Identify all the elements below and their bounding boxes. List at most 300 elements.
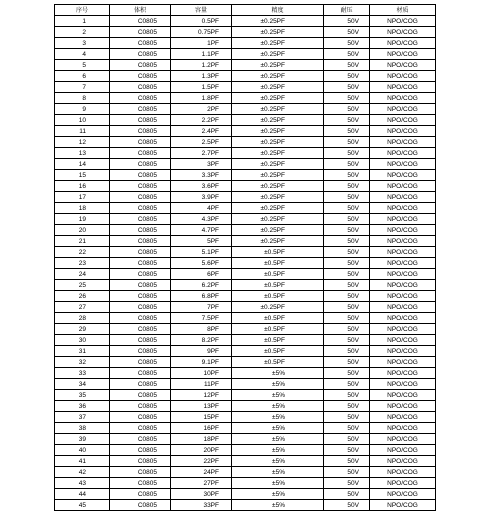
cell-material: NPO/COG: [370, 38, 436, 49]
cell-capacitance: 2.5PF: [171, 137, 232, 148]
cell-capacitance: 0.5PF: [171, 16, 232, 27]
cell-index: 20: [55, 225, 110, 236]
cell-tolerance: ±0.5PF: [232, 357, 324, 368]
cell-package: C0805: [110, 423, 171, 434]
cell-material: NPO/COG: [370, 236, 436, 247]
cell-voltage: 50V: [324, 203, 370, 214]
cell-package: C0805: [110, 434, 171, 445]
cell-voltage: 50V: [324, 27, 370, 38]
cell-tolerance: ±0.25PF: [232, 60, 324, 71]
cell-index: 41: [55, 456, 110, 467]
cell-index: 29: [55, 324, 110, 335]
cell-capacitance: 3.3PF: [171, 170, 232, 181]
cell-voltage: 50V: [324, 478, 370, 489]
cell-material: NPO/COG: [370, 423, 436, 434]
cell-tolerance: ±0.25PF: [232, 49, 324, 60]
cell-voltage: 50V: [324, 445, 370, 456]
cell-tolerance: ±0.25PF: [232, 170, 324, 181]
cell-index: 33: [55, 368, 110, 379]
table-row: [55, 335, 436, 346]
cell-index: 27: [55, 302, 110, 313]
cell-voltage: 50V: [324, 368, 370, 379]
cell-voltage: 50V: [324, 401, 370, 412]
cell-material: NPO/COG: [370, 445, 436, 456]
cell-package: C0805: [110, 280, 171, 291]
cell-capacitance: 33PF: [171, 500, 232, 511]
cell-package: C0805: [110, 203, 171, 214]
table-row: [55, 170, 436, 181]
cell-package: C0805: [110, 302, 171, 313]
cell-voltage: 50V: [324, 324, 370, 335]
cell-index: 31: [55, 346, 110, 357]
cell-material: NPO/COG: [370, 214, 436, 225]
table-row: [55, 104, 436, 115]
table-row: [55, 445, 436, 456]
cell-tolerance: ±0.25PF: [232, 225, 324, 236]
cell-capacitance: 1.2PF: [171, 60, 232, 71]
table-row: [55, 489, 436, 500]
cell-index: 2: [55, 27, 110, 38]
table-row: [55, 500, 436, 511]
cell-material: NPO/COG: [370, 280, 436, 291]
table-row: [55, 478, 436, 489]
cell-index: 32: [55, 357, 110, 368]
table-row: [55, 49, 436, 60]
cell-index: 16: [55, 181, 110, 192]
cell-index: 12: [55, 137, 110, 148]
cell-voltage: 50V: [324, 302, 370, 313]
cell-package: C0805: [110, 401, 171, 412]
table-row: [55, 137, 436, 148]
cell-capacitance: 1.8PF: [171, 93, 232, 104]
cell-package: C0805: [110, 126, 171, 137]
cell-capacitance: 2PF: [171, 104, 232, 115]
capacitor-spec-table: [54, 4, 436, 511]
cell-material: NPO/COG: [370, 137, 436, 148]
cell-index: 40: [55, 445, 110, 456]
cell-capacitance: 18PF: [171, 434, 232, 445]
cell-capacitance: 4.3PF: [171, 214, 232, 225]
cell-index: 13: [55, 148, 110, 159]
cell-tolerance: ±0.25PF: [232, 104, 324, 115]
cell-index: 9: [55, 104, 110, 115]
cell-index: 43: [55, 478, 110, 489]
cell-voltage: 50V: [324, 467, 370, 478]
cell-capacitance: 13PF: [171, 401, 232, 412]
cell-material: NPO/COG: [370, 412, 436, 423]
cell-package: C0805: [110, 93, 171, 104]
cell-package: C0805: [110, 269, 171, 280]
cell-index: 5: [55, 60, 110, 71]
cell-capacitance: 9PF: [171, 346, 232, 357]
cell-material: NPO/COG: [370, 478, 436, 489]
cell-voltage: 50V: [324, 115, 370, 126]
cell-capacitance: 12PF: [171, 390, 232, 401]
cell-tolerance: ±5%: [232, 390, 324, 401]
cell-material: NPO/COG: [370, 467, 436, 478]
cell-capacitance: 27PF: [171, 478, 232, 489]
cell-voltage: 50V: [324, 126, 370, 137]
cell-package: C0805: [110, 115, 171, 126]
cell-package: C0805: [110, 412, 171, 423]
cell-capacitance: 3.9PF: [171, 192, 232, 203]
table-row: [55, 93, 436, 104]
cell-index: 18: [55, 203, 110, 214]
cell-tolerance: ±5%: [232, 445, 324, 456]
cell-index: 24: [55, 269, 110, 280]
table-row: [55, 27, 436, 38]
cell-tolerance: ±0.25PF: [232, 27, 324, 38]
table-row: [55, 412, 436, 423]
cell-tolerance: ±0.25PF: [232, 214, 324, 225]
cell-index: 25: [55, 280, 110, 291]
cell-tolerance: ±0.5PF: [232, 269, 324, 280]
table-row: [55, 214, 436, 225]
cell-package: C0805: [110, 148, 171, 159]
cell-tolerance: ±0.25PF: [232, 115, 324, 126]
cell-voltage: 50V: [324, 291, 370, 302]
cell-material: NPO/COG: [370, 456, 436, 467]
cell-tolerance: ±0.5PF: [232, 258, 324, 269]
cell-package: C0805: [110, 368, 171, 379]
table-row: [55, 423, 436, 434]
cell-package: C0805: [110, 236, 171, 247]
cell-tolerance: ±5%: [232, 467, 324, 478]
cell-voltage: 50V: [324, 181, 370, 192]
cell-material: NPO/COG: [370, 368, 436, 379]
cell-material: NPO/COG: [370, 258, 436, 269]
cell-index: 11: [55, 126, 110, 137]
header-material: 材质: [370, 5, 436, 16]
cell-tolerance: ±0.5PF: [232, 346, 324, 357]
cell-voltage: 50V: [324, 93, 370, 104]
cell-package: C0805: [110, 357, 171, 368]
cell-package: C0805: [110, 16, 171, 27]
cell-voltage: 50V: [324, 434, 370, 445]
cell-package: C0805: [110, 313, 171, 324]
cell-capacitance: 30PF: [171, 489, 232, 500]
cell-index: 14: [55, 159, 110, 170]
cell-package: C0805: [110, 489, 171, 500]
table-row: [55, 291, 436, 302]
cell-tolerance: ±0.25PF: [232, 71, 324, 82]
table-row: [55, 269, 436, 280]
cell-tolerance: ±0.25PF: [232, 16, 324, 27]
cell-material: NPO/COG: [370, 60, 436, 71]
cell-package: C0805: [110, 335, 171, 346]
cell-material: NPO/COG: [370, 489, 436, 500]
cell-capacitance: 7.5PF: [171, 313, 232, 324]
cell-tolerance: ±0.25PF: [232, 137, 324, 148]
cell-material: NPO/COG: [370, 192, 436, 203]
cell-index: 7: [55, 82, 110, 93]
cell-package: C0805: [110, 82, 171, 93]
cell-material: NPO/COG: [370, 302, 436, 313]
cell-material: NPO/COG: [370, 159, 436, 170]
cell-package: C0805: [110, 192, 171, 203]
cell-material: NPO/COG: [370, 357, 436, 368]
cell-package: C0805: [110, 225, 171, 236]
cell-material: NPO/COG: [370, 500, 436, 511]
table-row: [55, 60, 436, 71]
cell-material: NPO/COG: [370, 170, 436, 181]
cell-capacitance: 20PF: [171, 445, 232, 456]
cell-capacitance: 2.2PF: [171, 115, 232, 126]
cell-index: 42: [55, 467, 110, 478]
cell-package: C0805: [110, 247, 171, 258]
cell-index: 10: [55, 115, 110, 126]
cell-package: C0805: [110, 181, 171, 192]
cell-material: NPO/COG: [370, 390, 436, 401]
cell-index: 15: [55, 170, 110, 181]
cell-tolerance: ±5%: [232, 478, 324, 489]
cell-material: NPO/COG: [370, 247, 436, 258]
cell-index: 17: [55, 192, 110, 203]
header-voltage: 耐压: [324, 5, 370, 16]
cell-tolerance: ±0.25PF: [232, 236, 324, 247]
cell-package: C0805: [110, 346, 171, 357]
cell-voltage: 50V: [324, 258, 370, 269]
cell-tolerance: ±0.5PF: [232, 335, 324, 346]
cell-voltage: 50V: [324, 357, 370, 368]
table-row: [55, 126, 436, 137]
table-row: [55, 390, 436, 401]
cell-index: 22: [55, 247, 110, 258]
cell-tolerance: ±0.25PF: [232, 93, 324, 104]
cell-capacitance: 1.1PF: [171, 49, 232, 60]
cell-material: NPO/COG: [370, 269, 436, 280]
cell-voltage: 50V: [324, 489, 370, 500]
cell-voltage: 50V: [324, 280, 370, 291]
table-row: [55, 379, 436, 390]
cell-tolerance: ±5%: [232, 434, 324, 445]
cell-material: NPO/COG: [370, 324, 436, 335]
cell-material: NPO/COG: [370, 434, 436, 445]
cell-tolerance: ±0.5PF: [232, 291, 324, 302]
cell-voltage: 50V: [324, 71, 370, 82]
cell-package: C0805: [110, 324, 171, 335]
cell-capacitance: 22PF: [171, 456, 232, 467]
cell-capacitance: 9.1PF: [171, 357, 232, 368]
table-row: [55, 401, 436, 412]
cell-index: 3: [55, 38, 110, 49]
table-row: [55, 203, 436, 214]
cell-tolerance: ±0.25PF: [232, 192, 324, 203]
cell-package: C0805: [110, 170, 171, 181]
cell-capacitance: 0.75PF: [171, 27, 232, 38]
cell-material: NPO/COG: [370, 203, 436, 214]
cell-capacitance: 4PF: [171, 203, 232, 214]
table-row: [55, 115, 436, 126]
cell-capacitance: 2.7PF: [171, 148, 232, 159]
cell-material: NPO/COG: [370, 115, 436, 126]
cell-capacitance: 1.5PF: [171, 82, 232, 93]
cell-index: 21: [55, 236, 110, 247]
cell-index: 28: [55, 313, 110, 324]
table-row: [55, 258, 436, 269]
cell-package: C0805: [110, 467, 171, 478]
cell-material: NPO/COG: [370, 27, 436, 38]
cell-voltage: 50V: [324, 104, 370, 115]
cell-package: C0805: [110, 379, 171, 390]
cell-index: 26: [55, 291, 110, 302]
cell-capacitance: 1.3PF: [171, 71, 232, 82]
cell-material: NPO/COG: [370, 379, 436, 390]
cell-voltage: 50V: [324, 170, 370, 181]
cell-tolerance: ±5%: [232, 379, 324, 390]
cell-voltage: 50V: [324, 148, 370, 159]
table-row: [55, 181, 436, 192]
cell-material: NPO/COG: [370, 93, 436, 104]
cell-tolerance: ±5%: [232, 456, 324, 467]
cell-material: NPO/COG: [370, 291, 436, 302]
cell-voltage: 50V: [324, 236, 370, 247]
table-row: [55, 357, 436, 368]
cell-tolerance: ±5%: [232, 500, 324, 511]
cell-voltage: 50V: [324, 16, 370, 27]
cell-capacitance: 5.6PF: [171, 258, 232, 269]
cell-index: 35: [55, 390, 110, 401]
cell-tolerance: ±0.5PF: [232, 280, 324, 291]
table-row: [55, 236, 436, 247]
cell-tolerance: ±0.25PF: [232, 38, 324, 49]
cell-capacitance: 1PF: [171, 38, 232, 49]
table-row: [55, 280, 436, 291]
cell-index: 1: [55, 16, 110, 27]
cell-index: 36: [55, 401, 110, 412]
cell-index: 44: [55, 489, 110, 500]
cell-material: NPO/COG: [370, 401, 436, 412]
cell-capacitance: 16PF: [171, 423, 232, 434]
cell-package: C0805: [110, 456, 171, 467]
cell-package: C0805: [110, 159, 171, 170]
cell-material: NPO/COG: [370, 181, 436, 192]
cell-material: NPO/COG: [370, 71, 436, 82]
cell-tolerance: ±0.5PF: [232, 324, 324, 335]
cell-package: C0805: [110, 445, 171, 456]
table-row: [55, 434, 436, 445]
cell-voltage: 50V: [324, 500, 370, 511]
cell-voltage: 50V: [324, 137, 370, 148]
cell-voltage: 50V: [324, 423, 370, 434]
table-row: [55, 467, 436, 478]
cell-material: NPO/COG: [370, 346, 436, 357]
cell-index: 34: [55, 379, 110, 390]
table-row: [55, 192, 436, 203]
cell-package: C0805: [110, 390, 171, 401]
cell-package: C0805: [110, 71, 171, 82]
table-row: [55, 346, 436, 357]
cell-capacitance: 5.1PF: [171, 247, 232, 258]
cell-package: C0805: [110, 137, 171, 148]
cell-package: C0805: [110, 500, 171, 511]
table-row: [55, 225, 436, 236]
cell-voltage: 50V: [324, 269, 370, 280]
table-row: [55, 313, 436, 324]
cell-voltage: 50V: [324, 82, 370, 93]
cell-tolerance: ±0.5PF: [232, 247, 324, 258]
cell-voltage: 50V: [324, 335, 370, 346]
cell-material: NPO/COG: [370, 225, 436, 236]
cell-index: 38: [55, 423, 110, 434]
cell-package: C0805: [110, 27, 171, 38]
cell-capacitance: 6.2PF: [171, 280, 232, 291]
cell-voltage: 50V: [324, 412, 370, 423]
cell-index: 4: [55, 49, 110, 60]
cell-index: 19: [55, 214, 110, 225]
cell-package: C0805: [110, 291, 171, 302]
table-row: [55, 38, 436, 49]
table-row: [55, 71, 436, 82]
cell-material: NPO/COG: [370, 126, 436, 137]
cell-voltage: 50V: [324, 192, 370, 203]
cell-tolerance: ±5%: [232, 423, 324, 434]
cell-index: 8: [55, 93, 110, 104]
cell-voltage: 50V: [324, 390, 370, 401]
cell-capacitance: 11PF: [171, 379, 232, 390]
header-index: 序号: [55, 5, 110, 16]
cell-tolerance: ±0.25PF: [232, 159, 324, 170]
cell-capacitance: 3.6PF: [171, 181, 232, 192]
table-header: [55, 5, 436, 16]
cell-material: NPO/COG: [370, 82, 436, 93]
cell-material: NPO/COG: [370, 16, 436, 27]
cell-voltage: 50V: [324, 456, 370, 467]
cell-package: C0805: [110, 104, 171, 115]
table-row: [55, 159, 436, 170]
cell-material: NPO/COG: [370, 49, 436, 60]
cell-package: C0805: [110, 214, 171, 225]
cell-tolerance: ±0.25PF: [232, 302, 324, 313]
cell-voltage: 50V: [324, 159, 370, 170]
table-row: [55, 148, 436, 159]
cell-capacitance: 15PF: [171, 412, 232, 423]
cell-tolerance: ±5%: [232, 412, 324, 423]
table-row: [55, 456, 436, 467]
table-row: [55, 324, 436, 335]
cell-capacitance: 7PF: [171, 302, 232, 313]
cell-voltage: 50V: [324, 214, 370, 225]
cell-package: C0805: [110, 60, 171, 71]
cell-tolerance: ±5%: [232, 489, 324, 500]
cell-tolerance: ±0.5PF: [232, 313, 324, 324]
cell-tolerance: ±0.25PF: [232, 126, 324, 137]
cell-capacitance: 3PF: [171, 159, 232, 170]
cell-capacitance: 5PF: [171, 236, 232, 247]
header-capacitance: 容量: [171, 5, 232, 16]
cell-tolerance: ±0.25PF: [232, 148, 324, 159]
cell-voltage: 50V: [324, 225, 370, 236]
header-row: [55, 5, 436, 16]
table-row: [55, 82, 436, 93]
cell-capacitance: 4.7PF: [171, 225, 232, 236]
cell-material: NPO/COG: [370, 335, 436, 346]
cell-voltage: 50V: [324, 60, 370, 71]
cell-tolerance: ±0.25PF: [232, 203, 324, 214]
cell-package: C0805: [110, 478, 171, 489]
table-row: [55, 16, 436, 27]
cell-voltage: 50V: [324, 49, 370, 60]
cell-index: 23: [55, 258, 110, 269]
cell-voltage: 50V: [324, 379, 370, 390]
cell-material: NPO/COG: [370, 148, 436, 159]
cell-index: 39: [55, 434, 110, 445]
cell-material: NPO/COG: [370, 104, 436, 115]
cell-index: 37: [55, 412, 110, 423]
cell-voltage: 50V: [324, 38, 370, 49]
header-tolerance: 精度: [232, 5, 324, 16]
cell-tolerance: ±0.25PF: [232, 82, 324, 93]
